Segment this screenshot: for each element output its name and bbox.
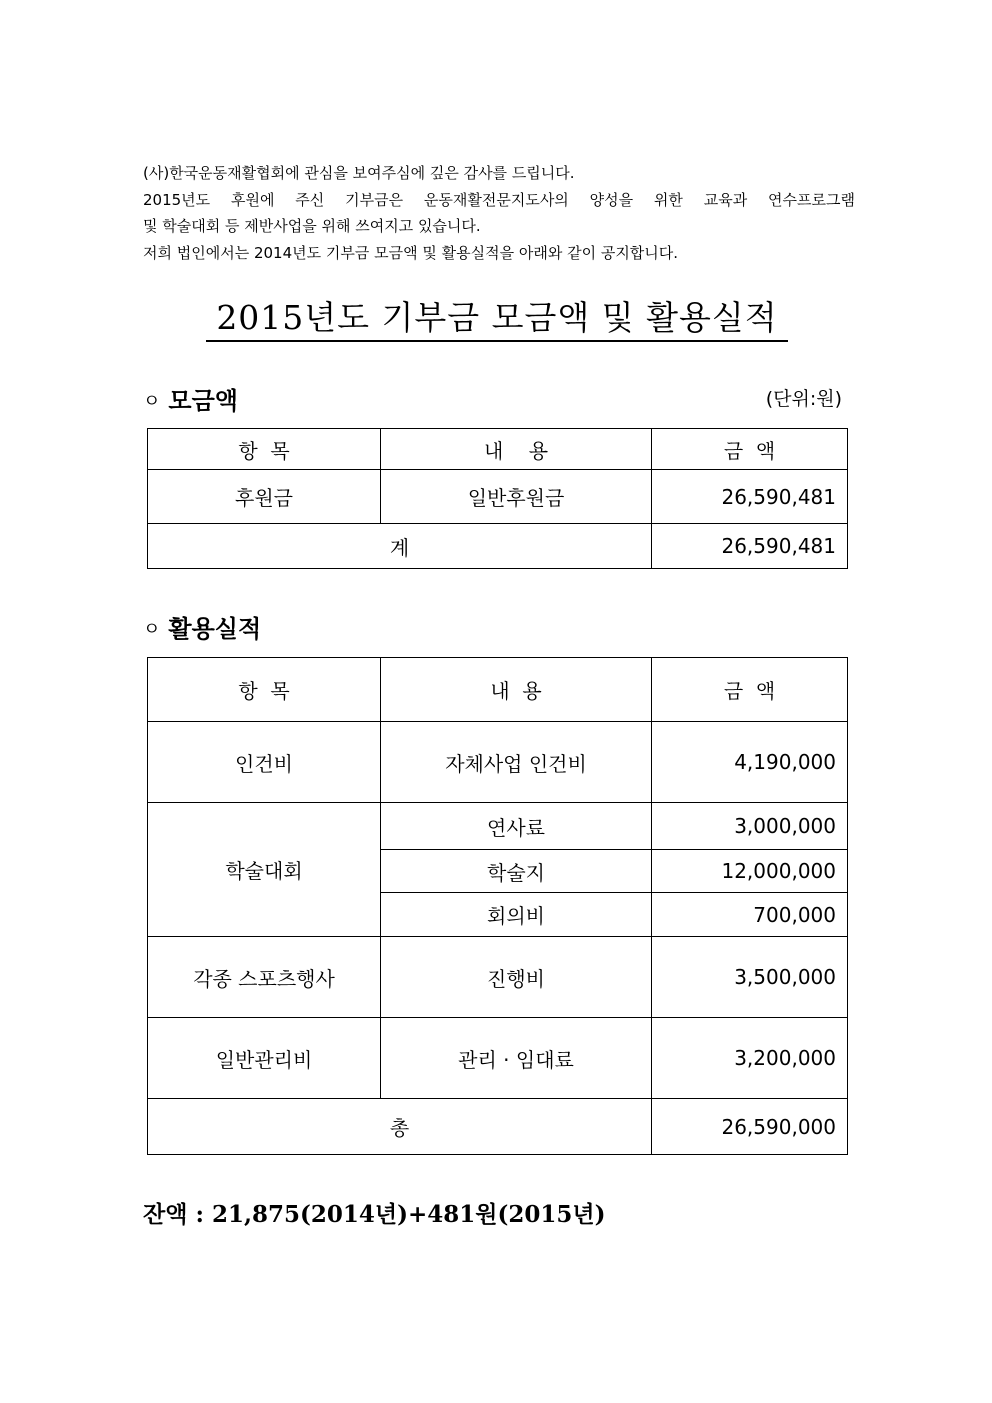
fundraising-table (147, 428, 848, 569)
unit-label: (단위:원) (765, 388, 842, 410)
intro-line: 2015년도 후원에 주신 기부금은 운동재활전문지도사의 양성을 위한 교육과 연수프로그램 (143, 190, 855, 209)
header-amount: 금 액 (652, 658, 848, 722)
table-row (148, 470, 848, 524)
header-content: 내 용 (381, 429, 652, 470)
row-item: 인건비 (148, 722, 381, 803)
table-header-row (148, 429, 848, 470)
row-content: 자체사업 인건비 (381, 722, 652, 803)
row-content: 회의비 (381, 893, 652, 937)
row-content: 진행비 (381, 937, 652, 1018)
row-item: 학술대회 (148, 803, 381, 937)
row-amount: 3,200,000 (652, 1018, 848, 1099)
intro-line: (사)한국운동재활협회에 관심을 보여주심에 깊은 감사를 드립니다. (143, 164, 575, 182)
header-content: 내 용 (381, 658, 652, 722)
fundraising-heading-label: 모금액 (168, 387, 238, 415)
total-amount: 26,590,481 (652, 524, 848, 569)
usage-table (147, 657, 848, 1155)
intro-line: 저희 법인에서는 2014년도 기부금 모금액 및 활용실적을 아래와 같이 공지합니다. (143, 243, 679, 262)
intro-line: 및 학술대회 등 제반사업을 위해 쓰여지고 있습니다. (143, 217, 481, 235)
row-content: 관리 · 임대료 (381, 1018, 652, 1099)
header-amount: 금 액 (652, 429, 848, 470)
bullet-icon: ㅇ (143, 391, 161, 412)
intro-text (143, 160, 855, 266)
table-row (148, 937, 848, 1018)
table-header-row (148, 658, 848, 722)
row-amount: 26,590,481 (652, 470, 848, 524)
row-content: 학술지 (381, 850, 652, 893)
header-item: 항 목 (148, 429, 381, 470)
balance-text: 잔액 : 21,875(2014년)+481원(2015년) (143, 1201, 606, 1228)
table-total-row (148, 1099, 848, 1155)
row-content: 연사료 (381, 803, 652, 850)
bullet-icon: ㅇ (143, 619, 161, 640)
row-item: 후원금 (148, 470, 381, 524)
row-item: 각종 스포츠행사 (148, 937, 381, 1018)
row-amount: 700,000 (652, 893, 848, 937)
table-row (148, 722, 848, 803)
table-row (148, 1018, 848, 1099)
total-label: 계 (148, 524, 652, 569)
row-amount: 12,000,000 (652, 850, 848, 893)
row-item: 일반관리비 (148, 1018, 381, 1099)
fundraising-heading (143, 381, 238, 416)
total-amount: 26,590,000 (652, 1099, 848, 1155)
row-amount: 3,500,000 (652, 937, 848, 1018)
table-total-row (148, 524, 848, 569)
table-row (148, 803, 848, 850)
page-title: 2015년도 기부금 모금액 및 활용실적 (206, 296, 788, 342)
usage-heading-label: 활용실적 (168, 615, 262, 643)
row-amount: 4,190,000 (652, 722, 848, 803)
row-amount: 3,000,000 (652, 803, 848, 850)
header-item: 항 목 (148, 658, 381, 722)
total-label: 총 (148, 1099, 652, 1155)
row-content: 일반후원금 (381, 470, 652, 524)
usage-heading (143, 609, 261, 644)
